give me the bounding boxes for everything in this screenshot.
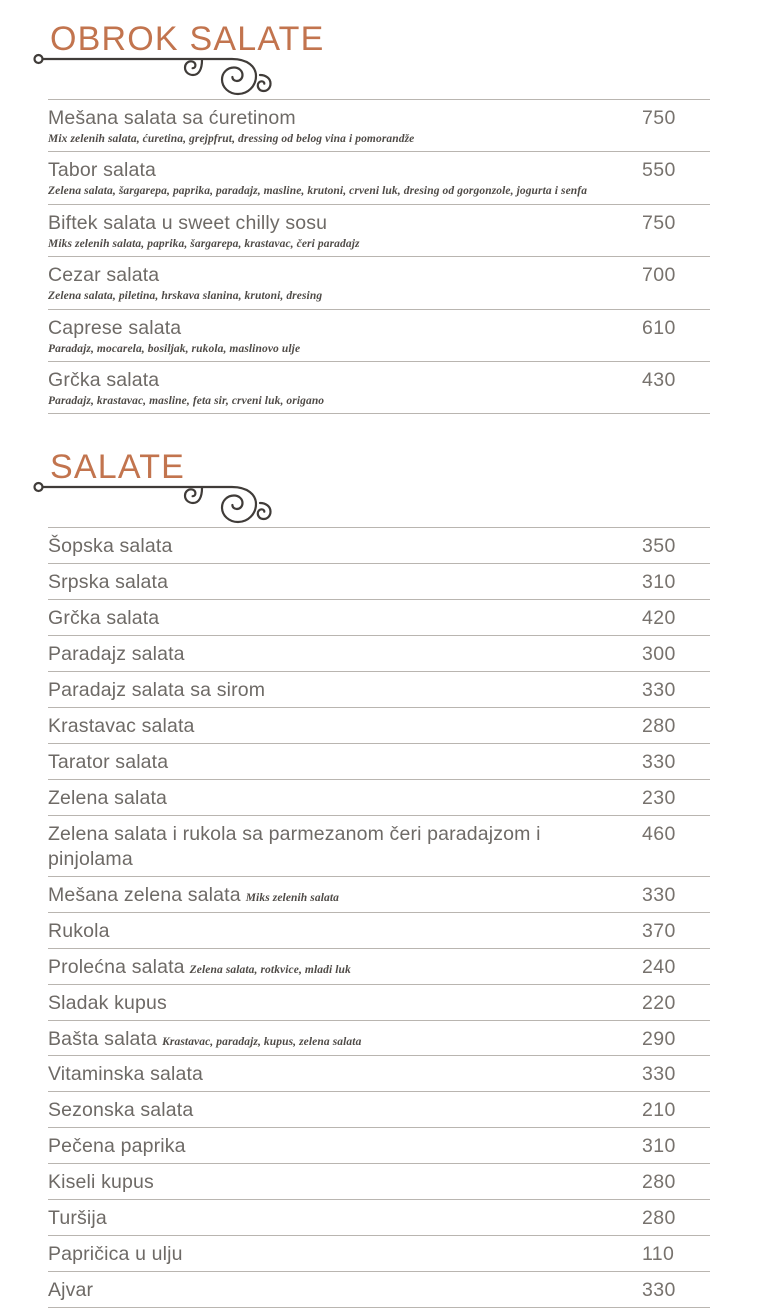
menu-item-name: Sezonska salata <box>48 1099 194 1122</box>
menu-item-main <box>48 368 626 413</box>
menu-item-main <box>48 786 626 815</box>
menu-item-price: 110 <box>642 1243 675 1266</box>
menu-item-name: Zelena salata <box>48 786 168 809</box>
menu-item-main <box>48 714 626 743</box>
menu-item-description: Zelena salata, šargarepa, paprika, paradajz, masline, krutoni, crveni luk, dresing od gorgonzole, jogurta i senfa <box>48 185 588 198</box>
menu-item-main <box>48 263 626 308</box>
menu-item-main <box>48 750 626 779</box>
menu-item-row[interactable] <box>48 636 710 672</box>
menu-item-description: Paradajz, mocarela, bosiljak, rukola, maslinovo ulje <box>48 342 301 355</box>
menu-item-description: Zelena salata, piletina, hrskava slanina, krutoni, dresing <box>48 290 323 303</box>
menu-item-name: Vitaminska salata <box>48 1063 204 1086</box>
menu-item-row[interactable] <box>48 780 710 816</box>
menu-item-name: Sladak kupus <box>48 991 167 1014</box>
menu-item-name: Paradajz salata sa sirom <box>48 678 266 701</box>
menu-item-main <box>48 1242 626 1271</box>
menu-item-name: Grčka salata <box>48 607 160 630</box>
menu-item-description: Miks zelenih salata, paprika, šargarepa, krastavac, čeri paradajz <box>48 237 360 250</box>
menu-item-row[interactable] <box>48 152 710 204</box>
menu-item-name: Paradajz salata <box>48 643 185 666</box>
menu-item-name: Mešana salata sa ćuretinom <box>48 106 296 129</box>
menu-item-row[interactable] <box>48 985 710 1021</box>
menu-item-price: 310 <box>642 1135 676 1158</box>
menu-item-main <box>48 1098 626 1127</box>
menu-item-name: Rukola <box>48 919 110 942</box>
menu-item-price: 310 <box>642 571 676 594</box>
menu-item-name: Tarator salata <box>48 750 169 773</box>
menu-item-description: Mix zelenih salata, ćuretina, grejpfrut, dressing od belog vina i pomorandže <box>48 132 415 145</box>
menu-item-row[interactable] <box>48 1092 710 1128</box>
menu-item-name: Zelena salata i rukola sa parmezanom čeri paradajzom i pinjolama <box>48 822 541 870</box>
menu-item-main <box>48 1278 626 1307</box>
menu-item-price: 750 <box>642 106 676 129</box>
section-title: OBROK SALATE <box>50 20 325 58</box>
menu-item-row[interactable] <box>48 1236 710 1272</box>
menu-item-row[interactable] <box>48 913 710 949</box>
menu-item-main <box>48 106 626 151</box>
menu-item-price: 220 <box>642 991 676 1014</box>
menu-item-row[interactable] <box>48 1021 710 1057</box>
menu-item-name: Caprese salata <box>48 316 182 339</box>
menu-item-description: Miks zelenih salata <box>245 891 339 904</box>
menu-item-price: 330 <box>642 1063 676 1086</box>
ornament-left-curl <box>185 488 202 503</box>
menu-item-row[interactable] <box>48 310 710 362</box>
menu-item-description: Zelena salata, rotkvice, mladi luk <box>189 963 351 976</box>
menu-item-main <box>48 570 626 599</box>
menu-list <box>0 527 765 1308</box>
menu-item-row[interactable] <box>48 1200 710 1236</box>
menu-item-description: Paradajz, krastavac, masline, feta sir, crveni luk, origano <box>48 394 325 407</box>
menu-item-price: 240 <box>642 955 676 978</box>
menu-item-main <box>48 883 626 912</box>
menu-item-name: Tabor salata <box>48 159 157 182</box>
menu-item-main <box>48 1062 626 1091</box>
menu-item-main <box>48 822 626 876</box>
menu-item-price: 290 <box>642 1027 676 1050</box>
menu-item-name: Turšija <box>48 1207 107 1230</box>
menu-item-name: Kiseli kupus <box>48 1171 154 1194</box>
menu-item-price: 330 <box>642 1279 676 1302</box>
menu-item-price: 350 <box>642 535 676 558</box>
menu-item-name: Biftek salata u sweet chilly sosu <box>48 211 328 234</box>
ornament-end-dot <box>35 483 43 491</box>
menu-item-name: Prolećna salata <box>48 955 185 978</box>
menu-item-name: Srpska salata <box>48 571 169 594</box>
menu-item-main <box>48 606 626 635</box>
menu-item-price: 210 <box>642 1099 676 1122</box>
menu-item-price: 750 <box>642 211 676 234</box>
menu-item-row[interactable] <box>48 1056 710 1092</box>
ornament-left-curl <box>185 60 202 75</box>
menu-item-main <box>48 211 626 256</box>
menu-item-row[interactable] <box>48 744 710 780</box>
menu-section <box>0 414 765 1308</box>
menu-item-row[interactable] <box>48 816 710 877</box>
menu-item-price: 330 <box>642 678 676 701</box>
menu-item-row[interactable] <box>48 949 710 985</box>
section-ornament <box>0 481 765 527</box>
menu-item-row[interactable] <box>48 708 710 744</box>
menu-item-name: Mešana zelena salata <box>48 883 241 906</box>
menu-item-price: 460 <box>642 822 676 845</box>
menu-item-price: 330 <box>642 883 676 906</box>
menu-item-main <box>48 1027 626 1056</box>
menu-item-price: 610 <box>642 316 676 339</box>
menu-item-row[interactable] <box>48 877 710 913</box>
menu-item-row[interactable] <box>48 1128 710 1164</box>
menu-item-main <box>48 642 626 671</box>
menu-item-name: Pečena paprika <box>48 1135 186 1158</box>
swirl-divider-icon <box>34 481 314 529</box>
menu-item-price: 370 <box>642 919 676 942</box>
menu-item-row[interactable] <box>48 672 710 708</box>
menu-item-name: Krastavac salata <box>48 714 195 737</box>
menu-item-name: Šopska salata <box>48 535 173 558</box>
menu-item-row[interactable] <box>48 1164 710 1200</box>
menu-item-price: 330 <box>642 750 676 773</box>
menu-item-name: Ajvar <box>48 1279 94 1302</box>
menu-item-name: Papričica u ulju <box>48 1243 183 1266</box>
menu-item-row[interactable] <box>48 257 710 309</box>
menu-item-name: Cezar salata <box>48 264 160 287</box>
menu-item-price: 700 <box>642 264 676 287</box>
menu-item-main <box>48 534 626 563</box>
menu-item-row[interactable] <box>48 527 710 564</box>
menu-item-main <box>48 678 626 707</box>
menu-item-name: Bašta salata <box>48 1027 158 1050</box>
menu-item-price: 430 <box>642 369 676 392</box>
menu-item-main <box>48 919 626 948</box>
ornament-right-curl <box>258 503 271 519</box>
ornament-main-spiral <box>43 59 257 94</box>
menu-item-row[interactable] <box>48 564 710 600</box>
menu-item-main <box>48 991 626 1020</box>
menu-item-price: 550 <box>642 159 676 182</box>
menu-item-main <box>48 1170 626 1199</box>
ornament-right-curl <box>258 75 271 91</box>
menu-item-row[interactable] <box>48 205 710 257</box>
menu-item-main <box>48 955 626 984</box>
menu-item-row[interactable] <box>48 99 710 152</box>
menu-item-main <box>48 158 626 203</box>
menu-item-price: 230 <box>642 786 676 809</box>
section-ornament <box>0 53 765 99</box>
ornament-end-dot <box>35 55 43 63</box>
menu-item-price: 280 <box>642 1207 676 1230</box>
menu-item-main <box>48 1134 626 1163</box>
menu-list <box>0 99 765 415</box>
menu-item-price: 420 <box>642 607 676 630</box>
menu-item-price: 280 <box>642 714 676 737</box>
swirl-divider-icon <box>34 53 314 101</box>
menu-section <box>0 0 765 414</box>
menu-item-name: Grčka salata <box>48 369 160 392</box>
section-title: SALATE <box>50 448 186 487</box>
menu-item-main <box>48 1206 626 1235</box>
menu-item-row[interactable] <box>48 362 710 414</box>
menu-item-row[interactable] <box>48 1272 710 1308</box>
menu-item-description: Krastavac, paradajz, kupus, zelena salata <box>162 1035 362 1048</box>
menu-item-price: 300 <box>642 643 676 666</box>
menu-item-main <box>48 316 626 361</box>
menu-item-row[interactable] <box>48 600 710 636</box>
ornament-main-spiral <box>43 487 257 522</box>
menu-item-price: 280 <box>642 1171 676 1194</box>
